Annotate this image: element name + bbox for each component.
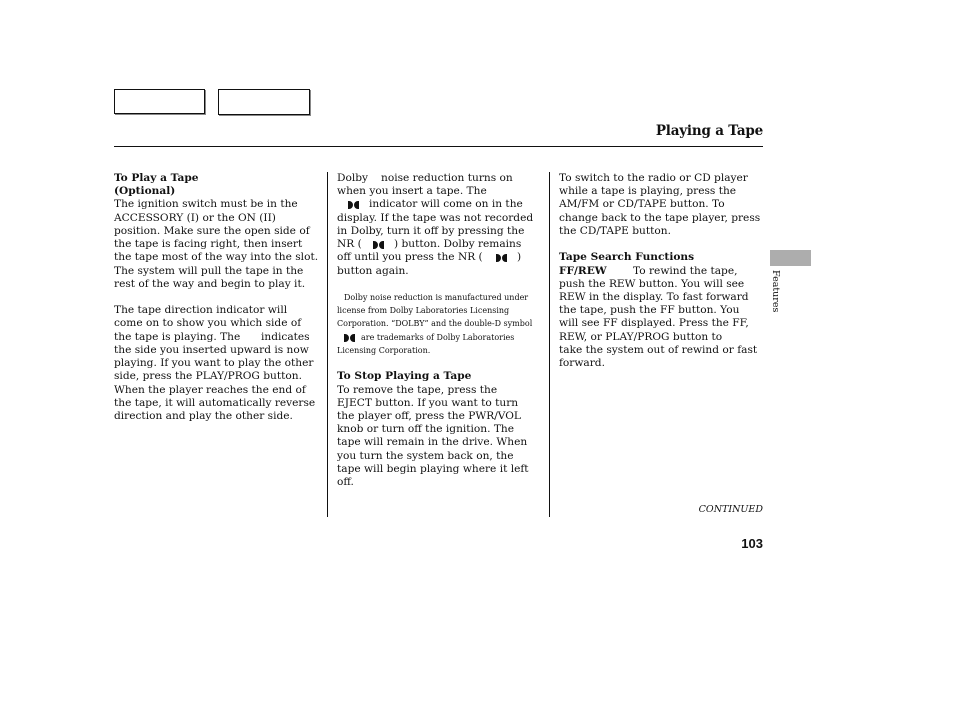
body-text-line (337, 172, 533, 185)
body-text-line: the player off, press the PWR/VOL (337, 409, 521, 422)
dolby-double-d-icon (348, 201, 359, 209)
body-text-line: push the REW button. You will see (559, 277, 745, 290)
body-text-line: tape will begin playing where it left (337, 462, 529, 475)
body-text-line: you turn the system back on, the (337, 449, 514, 462)
body-text-line: The ignition switch must be in the (114, 198, 298, 211)
body-text-line: The system will pull the tape in the (114, 264, 304, 277)
dolby-double-d-icon (496, 254, 507, 262)
body-text-line: display. If the tape was not recorded (337, 211, 534, 224)
body-text-line: knob or turn off the ignition. The (337, 423, 515, 436)
body-text-line: REW in the display. To fast forward (559, 290, 749, 303)
nav-button-right[interactable] (218, 89, 310, 115)
column-divider (549, 172, 550, 517)
body-text-line (337, 238, 533, 251)
body-text-line: ACCESSORY (I) or the ON (II) (114, 211, 276, 224)
stop-tape-section (337, 370, 529, 489)
body-text-line: while a tape is playing, press the (559, 185, 737, 198)
body-text-line: side, press the PLAY/PROG button. (114, 370, 302, 383)
body-text-line: the side you inserted upward is now (114, 343, 309, 356)
ffrew-label: FF/REW (559, 264, 607, 277)
body-text-line: will see FF displayed. Press the FF, (559, 317, 749, 330)
text-segment: NR ( (337, 238, 362, 251)
body-text-line: To remove the tape, press the (337, 383, 498, 396)
dolby-trademark-footnote (337, 291, 532, 357)
body-text-line: tape will remain in the drive. When (337, 436, 528, 449)
text-segment: Dolby (337, 172, 369, 184)
text-segment: ) button. Dolby remains (394, 238, 522, 251)
continued-label: CONTINUED (698, 504, 763, 515)
body-text-line: the tape, it will automatically reverse (114, 396, 316, 409)
body-text-line: in Dolby, turn it off by pressing the (337, 224, 525, 237)
body-text-line: rest of the way and begin to play it. (114, 277, 306, 290)
body-text-line: the tape most of the way into the slot. (114, 251, 319, 264)
body-text-line: playing. If you want to play the other (114, 357, 314, 370)
body-text-line (559, 265, 757, 278)
body-text-line: the tape, push the FF button. You (559, 304, 740, 317)
body-text-line: position. Make sure the open side of (114, 224, 310, 237)
body-text-line: the tape is facing right, then insert (114, 238, 303, 251)
body-text-line: REW, or PLAY/PROG button to (559, 330, 723, 343)
body-text-line: come on to show you which side of (114, 317, 302, 330)
nav-button-left[interactable] (114, 89, 205, 114)
body-text-line (337, 251, 533, 264)
section-heading: (Optional) (114, 185, 176, 198)
text-segment: indicates (261, 330, 310, 343)
body-text-line: off. (337, 476, 354, 489)
text-segment: indicator will come on in the (369, 198, 523, 211)
body-text-line: when you insert a tape. The (337, 185, 487, 198)
dolby-double-d-icon (344, 334, 355, 342)
body-text-line: AM/FM or CD/TAPE button. To (559, 198, 725, 211)
body-text-line: direction and play the other side. (114, 409, 293, 422)
footnote-line: license from Dolby Laboratories Licensing (337, 306, 510, 316)
body-text-line: EJECT button. If you want to turn (337, 396, 519, 409)
text-segment: off until you press the NR ( (337, 251, 483, 264)
tape-search-section (559, 251, 757, 370)
text-segment: ) (517, 251, 522, 264)
body-text-line: button again. (337, 264, 409, 277)
body-text-line: The tape direction indicator will (114, 304, 288, 317)
footnote-line: Corporation. “DOLBY” and the double-D symbol (337, 319, 533, 329)
side-tab (770, 250, 811, 266)
body-text-line: change back to the tape player, press (559, 211, 761, 224)
page-number: 103 (741, 536, 763, 551)
footnote-line: Licensing Corporation. (337, 345, 431, 355)
body-text-line (114, 331, 315, 344)
direction-indicator-paragraph (114, 304, 315, 423)
text-segment: noise reduction turns on (381, 172, 513, 184)
section-heading: To Play a Tape (114, 172, 199, 184)
footnote-line: Dolby noise reduction is manufactured under (344, 292, 529, 302)
column-divider (327, 172, 328, 517)
body-text-line: To switch to the radio or CD player (559, 172, 748, 184)
section-heading: Tape Search Functions (559, 251, 695, 264)
body-text-line (337, 198, 533, 211)
play-tape-section (114, 172, 318, 291)
side-tab-label: Features (770, 270, 781, 313)
dolby-double-d-icon (373, 241, 384, 249)
switch-source-paragraph (559, 172, 760, 238)
body-text-line: the CD/TAPE button. (559, 224, 671, 237)
text-segment: To rewind the tape, (633, 264, 738, 277)
text-segment: are trademarks of Dolby Laboratories (361, 332, 515, 342)
dolby-paragraph (337, 172, 533, 278)
body-text-line: take the system out of rewind or fast (559, 343, 758, 356)
text-segment: the tape is playing. The (114, 330, 241, 343)
footnote-line (337, 331, 532, 344)
header-rule (114, 146, 763, 147)
section-heading: To Stop Playing a Tape (337, 370, 472, 383)
body-text-line: When the player reaches the end of (114, 383, 306, 396)
body-text-line: forward. (559, 357, 605, 370)
page-title: Playing a Tape (655, 123, 763, 139)
